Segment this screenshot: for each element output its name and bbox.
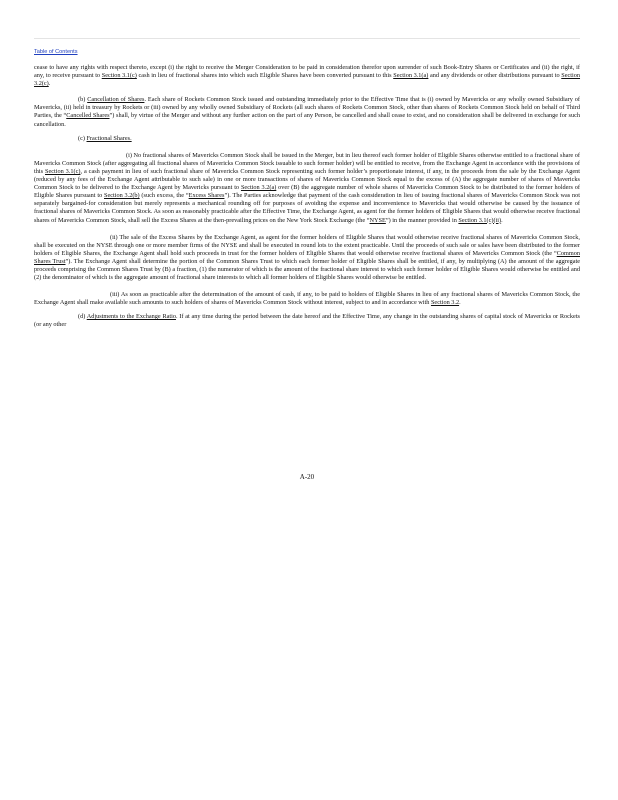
defined-term-cancelled-shares: Cancelled Shares — [66, 112, 110, 120]
label: (b) — [78, 96, 88, 104]
section-ref-3-2-b[interactable]: Section 3.2(b) — [104, 192, 140, 200]
label: (ii) — [110, 233, 120, 241]
text: , a cash payment in lieu of such fractional share of Mavericks Common Stock representing such former holder’s proportionate interest, if any, in the proceeds from the sale by the Exchange Agent (reduced by any fees of the Exchange Agent attributable to such sale) in one or more transactions of shares of Mavericks Common Stock equal to the excess of (A) the aggregate number of shares of Mavericks Common Stock to be delivered to the Exchange Agent by Mavericks pursuant to — [34, 167, 580, 192]
text: . — [48, 80, 51, 88]
defined-term-nyse: NYSE — [369, 216, 386, 224]
text: and any dividends or other distributions pursuant to — [428, 72, 562, 80]
text: (such excess, the “ — [139, 192, 189, 200]
heading-adjustments-to-exchange-ratio: Adjustments to the Exchange Ratio — [86, 313, 176, 321]
section-ref-3-1-c[interactable]: Section 3.1(c) — [101, 72, 137, 80]
text: ”) in the manner provided in — [385, 216, 459, 224]
table-of-contents-link[interactable]: Table of Contents — [34, 49, 78, 55]
label: (c) — [78, 134, 87, 142]
section-ref-3-1-c[interactable]: Section 3.1(c) — [44, 167, 81, 175]
text: ”). The Exchange Agent shall determine the portion of the Common Shares Trust to which each former holder of Eligible Shares shall be entitled, if any, by multiplying (A) the amount of the aggregate proceeds comprising the Common Shares Trust by (B) a fraction, (1) the numerator of which is the amount of the fractional share interest to which such former holder of Eligible Shares would otherwise be entitled and (2) the denominator of which is the aggregate amount of fractional share interests to which all former holders of Eligible Shares would otherwise be entitled. — [34, 257, 580, 282]
section-ref-3-1-a[interactable]: Section 3.1(a) — [393, 72, 429, 80]
section-ref-3-2-a[interactable]: Section 3.2(a) — [240, 184, 277, 192]
text: over (B) the aggregate number of whole shares of Mavericks Common Stock to be distributed to the former holders of Eligible Shares pursuant to — [34, 184, 580, 200]
text: cease to have any rights with respect thereto, except (i) the right to receive the Merger Consideration to be paid in consideration therefor upon surrender of such Book-Entry Shares or Certificates and (ii) the right, if any, to receive pursuant to — [34, 64, 580, 80]
section-ref-3-2-c[interactable]: Section 3.2(c) — [34, 72, 581, 88]
document-page — [34, 38, 580, 330]
section-ref-3-1-c-ii[interactable]: Section 3.1(c)(ii) — [458, 216, 502, 224]
defined-term-excess-shares: Excess Shares — [188, 192, 225, 200]
paragraph-c-iii — [34, 291, 580, 307]
text: As soon as practicable after the determination of the amount of cash, if any, to be paid to holders of Eligible Shares in lieu of any fractional shares of Mavericks Common Stock, the Exchange Agent shall make available such amounts to such holders of shares of Mavericks Common Stock without interest, subject to and in accordance with — [34, 291, 580, 307]
text: ”) shall, by virtue of the Merger and without any further action on the part of any Person, be cancelled and shall cease to exist, and no consideration shall be delivered in exchange for such cancellation. — [34, 112, 581, 128]
text: cash in lieu of fractional shares into which such Eligible Shares have been converted pursuant to this — [136, 72, 394, 80]
text: . — [501, 216, 503, 224]
paragraph-c-heading — [34, 135, 580, 143]
paragraph-c-i — [34, 152, 580, 225]
label: (i) — [126, 151, 134, 159]
text: ”). The Parties acknowledge that payment of the cash consideration in lieu of issuing fractional shares of Mavericks Common Stock was not separately bargained-for consideration but merely represents a mechanical rounding off for purposes of avoiding the expense and inconvenience to Mavericks that would otherwise be caused by the issuance of fractional shares of Mavericks Common Stock. As soon as reasonably practicable after the Effective Time, the Exchange Agent, as agent for the former holders of Eligible Shares that would otherwise receive fractional shares of Mavericks Common Stock, shall sell the Excess Shares at the then-prevailing prices on the New York Stock Exchange (the “ — [34, 192, 580, 224]
label: (iii) — [110, 291, 121, 299]
heading-cancellation-of-shares: Cancellation of Shares — [87, 96, 145, 104]
label: (d) — [78, 313, 87, 321]
heading-fractional-shares: Fractional Shares. — [86, 134, 132, 142]
paragraph-b-cancellation — [34, 96, 580, 128]
defined-term-common-shares-trust: Common Shares Trust — [34, 249, 580, 265]
page-number: A-20 — [299, 473, 315, 481]
text: . Each share of Rockets Common Stock issued and outstanding immediately prior to the Effective Time that is (i) owned by Mavericks or any wholly owned Subsidiary of Mavericks, (ii) held in treasury by Rockets or (iii) owned by any wholly owned Subsidiary of Rockets (all such shares of Rockets Common Stock, other than shares of Rockets Common Stock held on behalf of Third Parties, the “ — [34, 96, 580, 120]
text: . If at any time during the period between the date hereof and the Effective Time, any change in the outstanding shares of capital stock of Mavericks or Rockets (or any other — [34, 313, 580, 329]
paragraph-d-adjustments — [34, 313, 580, 329]
text: The sale of the Excess Shares by the Exchange Agent, as agent for the former holders of Eligible Shares that would otherwise receive fractional shares of Mavericks Common Stock, shall be executed on the NYSE through one or more member firms of the NYSE and shall be executed in round lots to the extent practicable. Until the proceeds of such sale or sales have been distributed to the former holders of Eligible Shares, the Exchange Agent shall hold such proceeds in trust for the former holders of Eligible Shares that would otherwise receive fractional shares of Mavericks Common Stock (the “ — [34, 233, 580, 257]
section-ref-3-2[interactable]: Section 3.2 — [430, 299, 460, 307]
text: No fractional shares of Mavericks Common Stock shall be issued in the Merger, but in lieu thereof each former holder of Eligible Shares otherwise entitled to a fractional share of Mavericks Common Stock (after aggregating all fractional shares of Mavericks Common Stock issuable to such former holder) will be entitled to receive, from the Exchange Agent in accordance with the provisions of this — [34, 151, 580, 175]
paragraph-continuation — [34, 64, 580, 88]
text: . — [459, 299, 461, 307]
paragraph-c-ii — [34, 234, 580, 283]
